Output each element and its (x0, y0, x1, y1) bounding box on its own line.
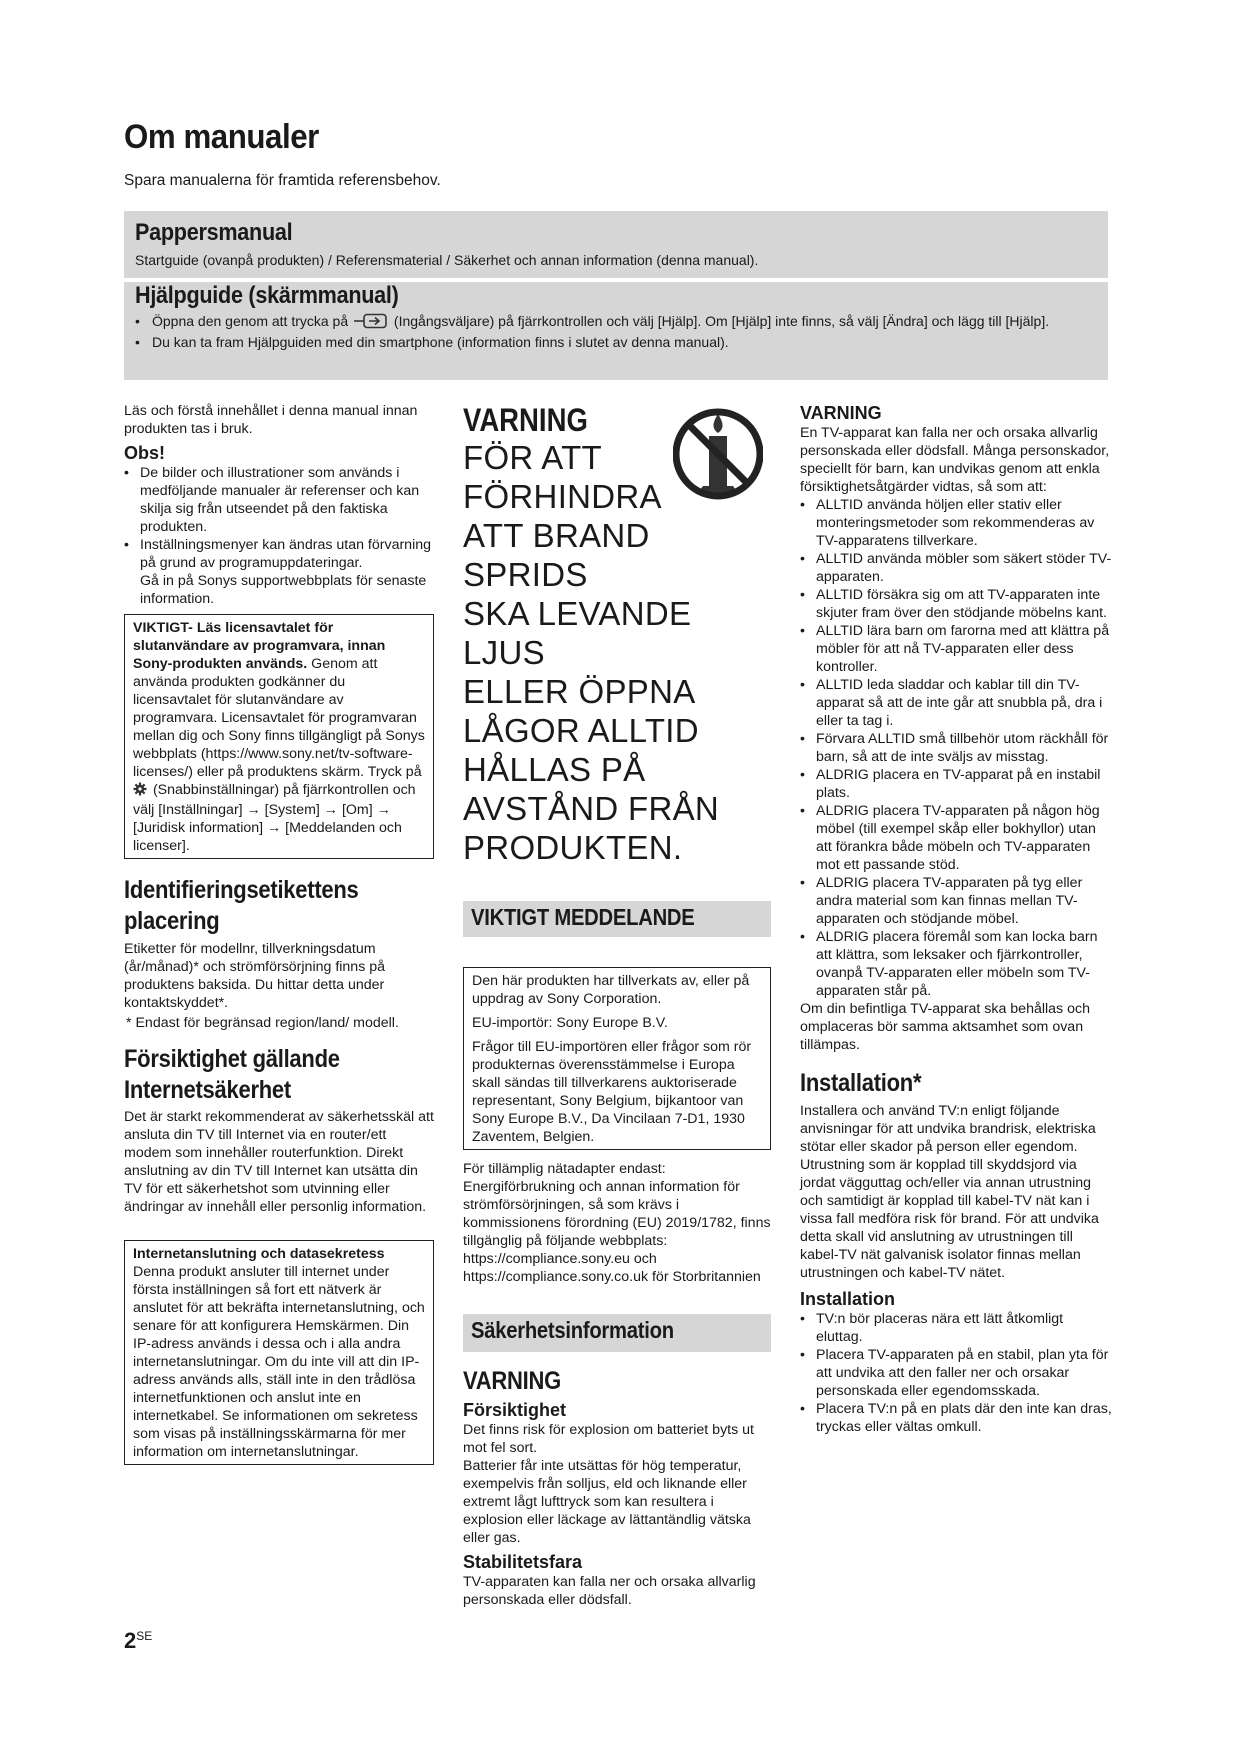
fire-line: ATT BRAND SPRIDS (463, 517, 650, 593)
internet-heading: Försiktighet gällande Internetsäkerhet (124, 1045, 340, 1104)
install-p2: Utrustning som är kopplad till skyddsjord via jordat vägguttag och/eller via annan utrustning och samtidigt är kopplad till kabel-TV nät kan i vissa fall medföra risk för brand. För att undvika detta skall vid anslutning av utrustningen till kabel-TV nät galvanisk isolator finnas mellan utrustningen och kabel-TV nätet. (800, 1157, 1099, 1281)
tipover-bullet: • ALDRIG placera TV-apparaten på tyg eller andra material som kan finnas mellan TV-apparaten och stödjande möbel. (800, 874, 1112, 928)
label-heading: Identifieringsetikettens placering (124, 876, 359, 935)
label-text: Etiketter för modellnr, tillverkningsdatum (år/månad)* och strömförsörjning finns på produktens baksida. Du hittar detta under kontaktskyddet*. (124, 941, 386, 1011)
notice-box (463, 967, 771, 1150)
notice-p3: Frågor till EU-importören eller frågor som rör produkternas överensstämmelse i Europa skall sändas till tillverkarens auktoriserade representant, Sony Belgium, bijkantoor van Sony Europe B.V., Da Vincilaan 7-D1, 1930 Zaventem, Belgien. (472, 1039, 752, 1145)
installation-heading: Installation* (800, 1069, 922, 1097)
help-guide-bullet (135, 312, 1094, 333)
tipover-bullet: • ALDRIG placera föremål som kan locka barn att klättra, som leksaker och fjärrkontroller, ovanpå TV-apparaten eller möbeln som TV-apparaten står på. (800, 928, 1112, 1000)
help-guide-list (135, 312, 1094, 351)
stability-title: Stabilitetsfara (463, 1552, 583, 1572)
tipover-bullet: • ALDRIG placera en TV-apparat på en instabil plats. (800, 766, 1112, 802)
obs-bullet: • De bilder och illustrationer som används i medföljande manualer är referenser och kan skilja sig från utseendet på den faktiska produkten. (124, 464, 434, 536)
column-2 (463, 402, 771, 1609)
install-p1: Installera och använd TV:n enligt följande anvisningar för att undvika brandrisk, elektriska stötar eller skador på person eller egendom. (800, 1103, 1096, 1155)
safety-title: Säkerhetsinformation (471, 1317, 674, 1343)
license-text-pre: Genom att använda produkten godkänner du licensavtalet för slutanvändare av programvara. Licensavtalet för programvaran mellan dig och Sony finns tillgängligt på Sonys webbplats (https://www.sony.net/tv-software-licenses/) eller på produktens skärm. Tryck på (133, 656, 425, 780)
install-subheading: Installation (800, 1289, 896, 1309)
install-bullet: • TV:n bör placeras nära ett lätt åtkomligt eluttag. (800, 1310, 1112, 1346)
help-guide-bullet1-post: (Ingångsväljare) på fjärrkontrollen och välj [Hjälp]. Om [Hjälp] inte finns, så välj [Ändra] och lägg till [Hjälp]. (393, 313, 1050, 329)
help-guide-title: Hjälpguide (skärmmanual) (135, 282, 399, 309)
caution-p1: Det finns risk för explosion om batteriet byts ut mot fel sort. (463, 1422, 754, 1456)
obs-bullet: • Inställningsmenyer kan ändras utan förvarning på grund av programuppdateringar. (124, 536, 434, 572)
tipover-warning-text: En TV-apparat kan falla ner och orsaka allvarlig personskada eller dödsfall. Många personskador, speciellt för barn, kan undvikas genom att enkla försiktighetsåtgärder vidtas, så som att: (800, 425, 1110, 495)
notice-header (463, 901, 771, 937)
adapter-text: För tillämplig nätadapter endast: Energiförbrukning och annan information för strömförsörjningen, så som krävs i kommissionens förordning (EU) 2019/1782, finns tillgänglig på följande webbplats: https://compliance.sony.eu och https://compliance.sony.co.uk för Storbritannien (463, 1161, 771, 1285)
notice-p2: EU-importör: Sony Europe B.V. (472, 1015, 668, 1031)
paper-manual-title: Pappersmanual (135, 219, 293, 246)
stability-text: TV-apparaten kan falla ner och orsaka allvarlig personskada eller dödsfall. (463, 1574, 756, 1608)
help-guide-bullet: • Du kan ta fram Hjälpguiden med din smartphone (information finns i slutet av denna manual). (135, 333, 1094, 351)
fire-line: ELLER ÖPPNA (463, 673, 696, 710)
license-bold: VIKTIGT- Läs licensavtalet för slutanvändare av programvara, innan Sony-produkten används. (133, 620, 386, 672)
page-title: Om manualer (124, 118, 319, 156)
page-number-suffix: SE (136, 1629, 153, 1643)
privacy-text: Denna produkt ansluter till internet under första inställningen så fort ett nätverk är anslutet för att bekräfta internetanslutning, och senare för att konfigurera Hemskärmen. Din IP-adress används i dessa och i alla andra internetanslutningar. Om du inte vill att din IP-adress används alls, ställ inte in den trådlösa internetfunktionen och anslut inte en internetkabel. Se informationen om sekretess som visas på inställningsskärmarna för mer information om internetanslutningar. (133, 1264, 425, 1460)
gear-icon (133, 782, 147, 801)
tipover-bullet: • ALLTID försäkra sig om att TV-apparaten inte skjuter fram över den stödjande möbelns kant. (800, 586, 1112, 622)
notice-p1: Den här produkten har tillverkats av, eller på uppdrag av Sony Corporation. (472, 973, 750, 1007)
fire-line: SKA LEVANDE LJUS (463, 595, 692, 671)
fire-line: HÅLLAS PÅ (463, 751, 646, 788)
input-selector-icon (354, 313, 388, 333)
help-guide-box (124, 282, 1108, 380)
tipover-bullet: • ALDRIG placera TV-apparaten på någon hög möbel (till exempel skåp eller bokhyllor) utan att förankra både möbeln och TV-apparaten mot ett passande stöd. (800, 802, 1112, 874)
license-box (124, 614, 434, 859)
intro-text: Läs och förstå innehållet i denna manual innan produkten tas i bruk. (124, 403, 418, 437)
notice-title: VIKTIGT MEDDELANDE (471, 904, 695, 930)
privacy-title: Internetanslutning och datasekretess (133, 1246, 385, 1262)
column-3 (800, 402, 1112, 1436)
fire-line: AVSTÅND FRÅN (463, 790, 720, 827)
fire-warning (463, 402, 771, 867)
fire-warning-title: VARNING (463, 402, 588, 438)
fire-line: FÖRHINDRA (463, 478, 662, 515)
obs-extra: Gå in på Sonys supportwebbplats för senaste information. (140, 573, 427, 607)
after-bullets-text: Om din befintliga TV-apparat ska behållas och omplaceras bör samma aktsamhet som ovan tillämpas. (800, 1001, 1090, 1053)
no-candle-icon (673, 406, 763, 507)
label-note: * Endast för begränsad region/land/ modell. (126, 1015, 399, 1031)
fire-line: LÅGOR ALLTID (463, 712, 699, 749)
paper-manual-text: Startguide (ovanpå produkten) / Referensmaterial / Säkerhet och annan information (denna manual). (135, 252, 759, 268)
safety-header (463, 1314, 771, 1352)
tipover-bullet: • ALLTID använda möbler som säkert stöder TV-apparaten. (800, 550, 1112, 586)
license-text (133, 619, 425, 855)
column-1 (124, 402, 434, 1465)
privacy-box (124, 1240, 434, 1465)
fire-line: FÖR ATT (463, 439, 602, 476)
tipover-bullet: • ALLTID lära barn om farorna med att klättra på möbler för att nå TV-apparaten eller dess kontroller. (800, 622, 1112, 676)
page-number-value: 2 (124, 1628, 137, 1653)
obs-heading: Obs! (124, 443, 166, 463)
tipover-bullet: • ALLTID använda höljen eller stativ eller monteringsmetoder som rekommenderas av TV-apparatens tillverkare. (800, 496, 1112, 550)
paper-manual-box (124, 211, 1108, 278)
warning2-title: VARNING (463, 1367, 561, 1395)
caution-title: Försiktighet (463, 1400, 567, 1420)
fire-line: PRODUKTEN. (463, 829, 683, 866)
license-text-post: (Snabbinställningar) på fjärrkontrollen och välj [Inställningar] → [System] → [Om] → [Juridisk information] → [Meddelanden och licenser]. (133, 782, 416, 854)
internet-text: Det är starkt rekommenderat av säkerhetsskäl att ansluta din TV till Internet via en router/ett modem som innehåller routerfunktion. Direkt anslutning av din TV till Internet kan utsätta din TV för ett säkerhetshot som utvinning eller ändringar av innehåll eller personlig information. (124, 1109, 434, 1215)
install-bullet: • Placera TV:n på en plats där den inte kan dras, tryckas eller vältas omkull. (800, 1400, 1112, 1436)
caution-p2: Batterier får inte utsättas för hög temperatur, exempelvis från solljus, eld och liknande eller extremt lågt lufttryck som kan resultera i explosion eller läckage av lättantändlig vätska eller gas. (463, 1458, 751, 1546)
tipover-warning-title: VARNING (800, 403, 882, 423)
page-subtitle: Spara manualerna för framtida referensbehov. (124, 172, 441, 189)
tipover-bullet: • ALLTID leda sladdar och kablar till din TV-apparat så att de inte går att snubbla på, dra i eller ta tag i. (800, 676, 1112, 730)
install-bullet: • Placera TV-apparaten på en stabil, plan yta för att undvika att den faller ner och orsakar personskada eller egendomsskada. (800, 1346, 1112, 1400)
help-guide-bullet1-pre: Öppna den genom att trycka på (152, 313, 349, 329)
tipover-bullet: • Förvara ALLTID små tillbehör utom räckhåll för barn, så att de inte sväljs av misstag. (800, 730, 1112, 766)
page-number (124, 1628, 152, 1654)
